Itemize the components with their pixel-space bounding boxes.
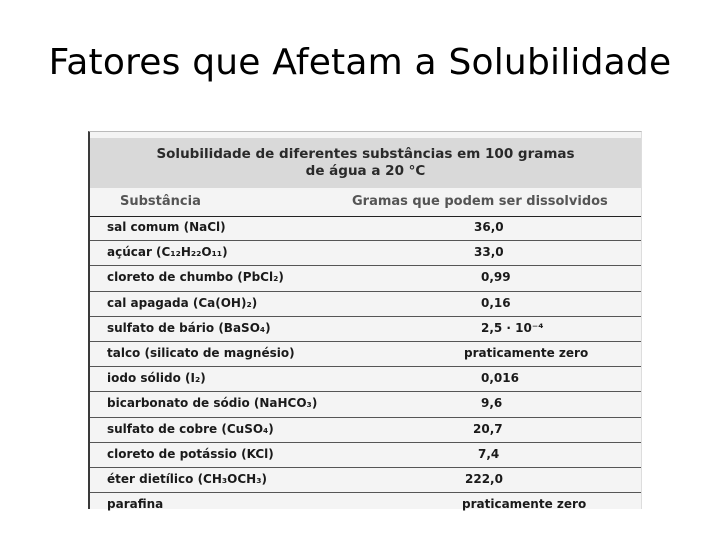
table-row: [90, 317, 641, 342]
substance-cell: talco (silicato de magnésio): [107, 345, 295, 360]
table-caption: [90, 138, 641, 188]
amount-cell: 0,99: [481, 270, 511, 285]
substance-cell: cloreto de potássio (KCl): [107, 446, 274, 461]
substance-cell: cloreto de chumbo (PbCl₂): [107, 270, 284, 285]
table-caption-line-2: de água a 20 °C: [305, 163, 426, 179]
amount-cell: 33,0: [474, 245, 504, 260]
table-row: [90, 367, 641, 392]
solubility-table-image: [88, 131, 642, 512]
amount-cell: 0,016: [481, 371, 519, 386]
amount-cell: 7,4: [478, 446, 500, 461]
substance-cell: bicarbonato de sódio (NaHCO₃): [107, 396, 318, 411]
column-header-substance: Substância: [120, 194, 201, 209]
substance-cell: iodo sólido (I₂): [107, 371, 206, 386]
amount-cell: 36,0: [474, 220, 504, 234]
amount-cell: 222,0: [465, 471, 503, 486]
table-row: [90, 443, 641, 468]
table-row: [90, 418, 641, 443]
table-body: [90, 216, 641, 517]
substance-cell: éter dietílico (CH₃OCH₃): [107, 471, 267, 486]
column-header-amount: Gramas que podem ser dissolvidos: [352, 194, 608, 209]
table-row: [90, 266, 641, 291]
amount-cell: 20,7: [473, 421, 503, 436]
amount-cell: 9,6: [481, 396, 503, 411]
amount-cell: 0,16: [481, 295, 511, 310]
amount-cell: praticamente zero: [462, 497, 587, 512]
amount-cell: praticamente zero: [464, 345, 589, 360]
substance-cell: sulfato de bário (BaSO₄): [107, 320, 271, 335]
substance-cell: sal comum (NaCl): [107, 220, 226, 234]
table-caption-line-1: Solubilidade de diferentes substâncias em 100 gramas: [156, 146, 575, 162]
table-row: [90, 292, 641, 317]
substance-cell: açúcar (C₁₂H₂₂O₁₁): [107, 245, 228, 260]
amount-cell: 2,5 · 10⁻⁴: [481, 320, 544, 335]
table-row: [90, 468, 641, 493]
substance-cell: cal apagada (Ca(OH)₂): [107, 295, 258, 310]
substance-cell: sulfato de cobre (CuSO₄): [107, 421, 274, 436]
table-row: [90, 216, 641, 241]
table-header-row: [90, 190, 641, 217]
table-row: [90, 392, 641, 417]
substance-cell: parafina: [107, 497, 164, 512]
table-row: [90, 342, 641, 367]
table-row: [90, 493, 641, 517]
table-row: [90, 241, 641, 266]
slide-title: Fatores que Afetam a Solubilidade: [48, 42, 672, 83]
